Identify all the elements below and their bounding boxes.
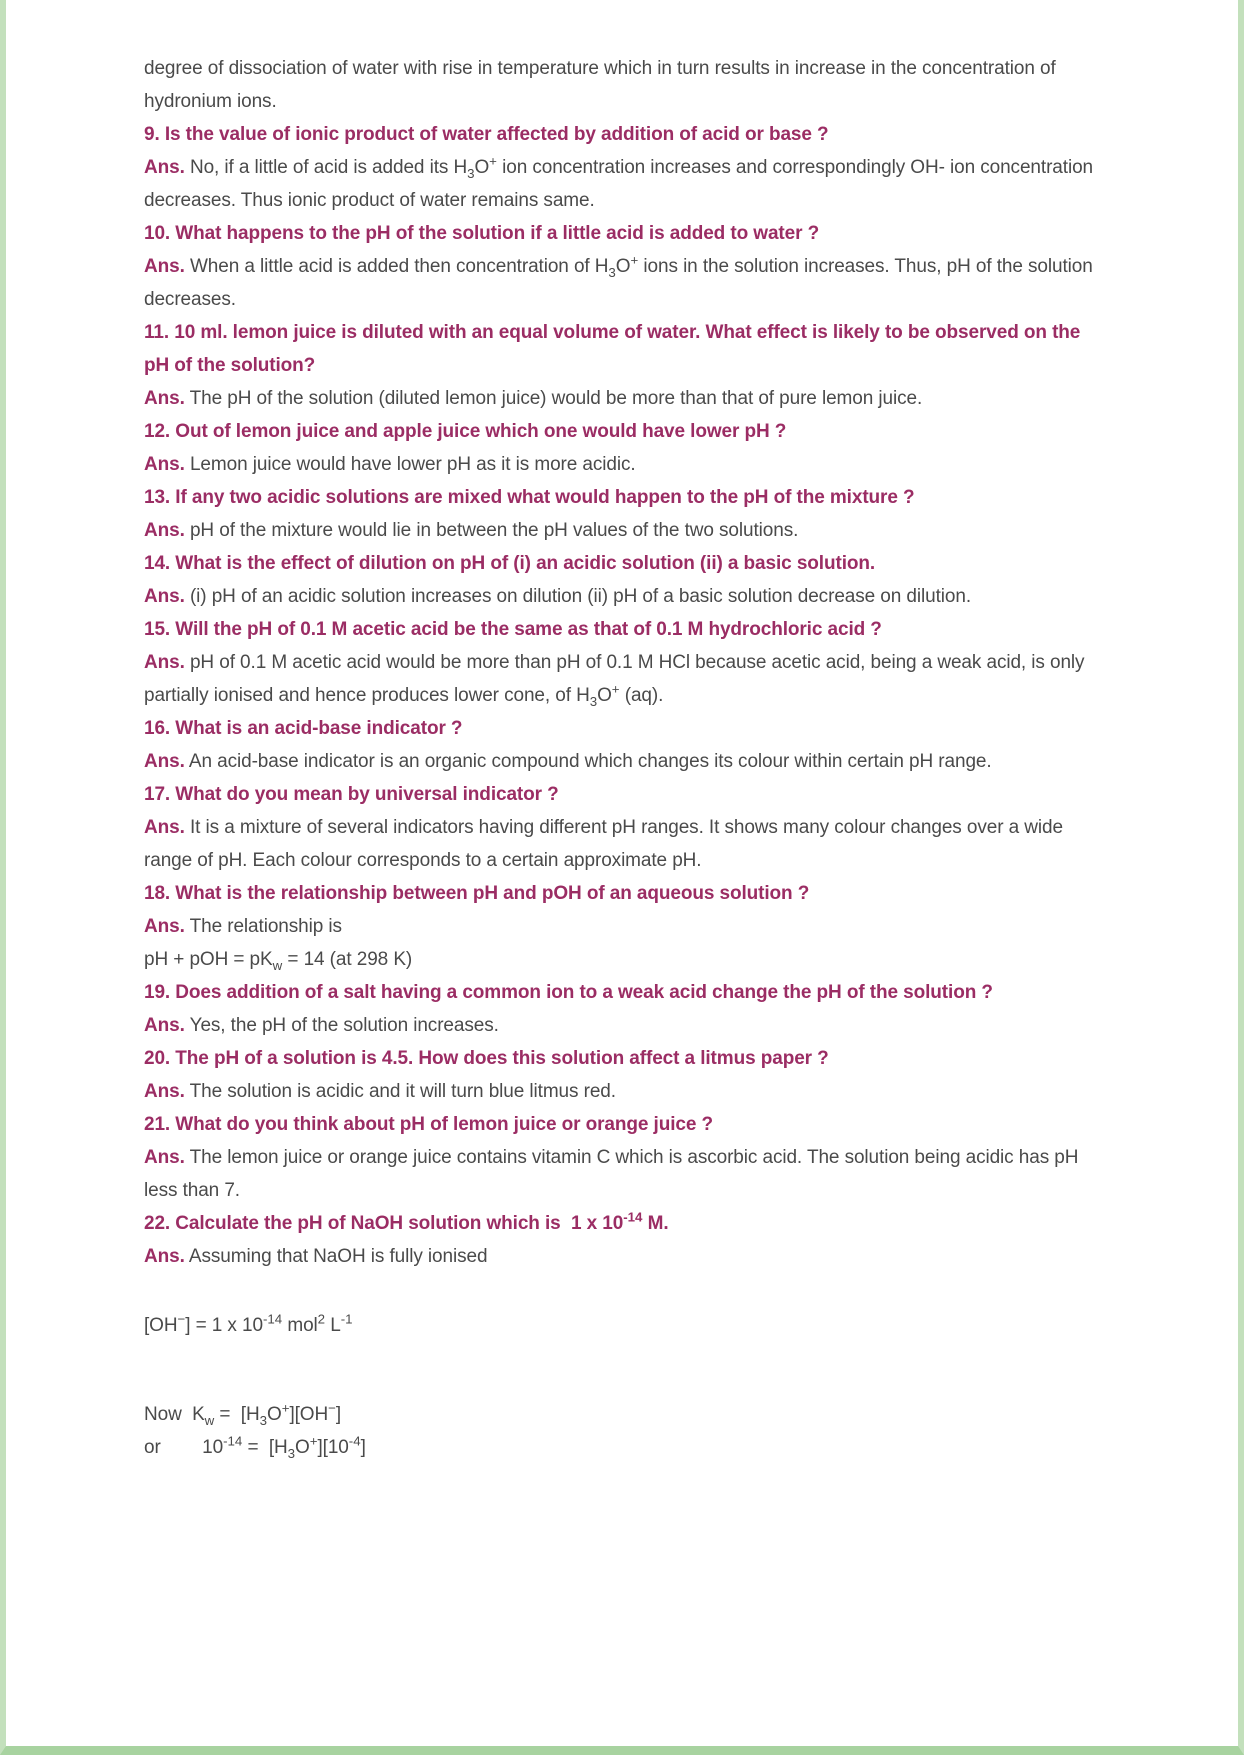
superscript: − xyxy=(328,1400,336,1416)
answer-label: Ans. xyxy=(144,586,185,607)
answer-label: Ans. xyxy=(144,1246,185,1267)
text-segment: The lemon juice or orange juice contains vitamin C which is ascorbic acid. The solution being acidic has pH less than 7. xyxy=(144,1147,1084,1201)
subscript: w xyxy=(204,1412,215,1428)
answer-block xyxy=(144,514,1098,547)
text-segment: 15. Will the pH of 0.1 M acetic acid be the same as that of 0.1 M hydrochloric acid ? xyxy=(144,619,882,640)
text-segment: 12. Out of lemon juice and apple juice which one would have lower pH ? xyxy=(144,421,787,442)
question-block xyxy=(144,118,1098,151)
text-segment: 11. 10 ml. lemon juice is diluted with an equal volume of water. What effect is likely to be observed on the pH of the solution? xyxy=(144,322,1086,376)
text-segment: 14. What is the effect of dilution on pH of (i) an acidic solution (ii) a basic solution. xyxy=(144,553,876,574)
superscript: + xyxy=(309,1433,318,1449)
subscript: 3 xyxy=(608,264,616,280)
text-segment: degree of dissociation of water with rise in temperature which in turn results in increase in the concentration of hydronium ions. xyxy=(144,58,1061,112)
text-segment: O xyxy=(615,256,631,277)
text-segment: or 10 xyxy=(144,1437,224,1458)
answer-label: Ans. xyxy=(144,1147,185,1168)
text-segment: 18. What is the relationship between pH and pOH of an aqueous solution ? xyxy=(144,883,810,904)
answer-block xyxy=(144,1075,1098,1108)
superscript: + xyxy=(630,252,639,268)
text-segment: Now K xyxy=(144,1404,205,1425)
body-block xyxy=(144,1398,1098,1431)
answer-label: Ans. xyxy=(144,751,185,772)
text-segment: When a little acid is added then concentration of H xyxy=(184,256,609,277)
question-block xyxy=(144,778,1098,811)
question-block xyxy=(144,1108,1098,1141)
text-segment: (aq). xyxy=(619,685,664,706)
text-segment: mol xyxy=(282,1315,318,1336)
text-segment: ] xyxy=(360,1437,366,1458)
superscript: + xyxy=(489,153,497,169)
text-segment: = 14 (at 298 K) xyxy=(282,949,413,970)
question-block xyxy=(144,712,1098,745)
text-segment: O xyxy=(295,1437,310,1458)
text-segment: Assuming that NaOH is fully ionised xyxy=(184,1246,488,1267)
subscript: 3 xyxy=(589,693,598,709)
text-segment: The relationship is xyxy=(184,916,342,937)
question-block xyxy=(144,316,1098,382)
text-segment: 17. What do you mean by universal indicator ? xyxy=(144,784,559,805)
text-segment: ions in the solution increases. Thus, pH of the solution decreases. xyxy=(144,256,1098,310)
text-segment: 16. What is an acid-base indicator ? xyxy=(144,718,463,739)
question-block xyxy=(144,415,1098,448)
text-segment: O xyxy=(474,157,490,178)
superscript: -14 xyxy=(623,1209,643,1225)
subscript: 3 xyxy=(287,1445,296,1461)
answer-block xyxy=(144,580,1098,613)
answer-block xyxy=(144,250,1098,316)
question-block xyxy=(144,1207,1098,1240)
text-segment: 20. The pH of a solution is 4.5. How does this solution affect a litmus paper ? xyxy=(144,1048,829,1069)
text-segment: ] = 1 x 10 xyxy=(185,1315,263,1336)
answer-block xyxy=(144,646,1098,712)
superscript: − xyxy=(177,1311,186,1327)
answer-block xyxy=(144,745,1098,778)
body-block xyxy=(144,943,1098,976)
answer-block xyxy=(144,1141,1098,1207)
text-segment: 19. Does addition of a salt having a common ion to a weak acid change the pH of the solution ? xyxy=(144,982,993,1003)
superscript: -1 xyxy=(340,1311,353,1327)
text-segment: 22. Calculate the pH of NaOH solution which is 1 x 10 xyxy=(144,1213,624,1234)
text-segment: An acid-base indicator is an organic compound which changes its colour within certain pH range. xyxy=(184,751,992,772)
answer-block xyxy=(144,910,1098,943)
text-segment: = [H xyxy=(214,1404,260,1425)
question-block xyxy=(144,976,1098,1009)
text-segment: [OH xyxy=(144,1315,178,1336)
question-block xyxy=(144,547,1098,580)
question-block xyxy=(144,877,1098,910)
superscript: + xyxy=(281,1400,290,1416)
text-segment: = [H xyxy=(242,1437,288,1458)
answer-block xyxy=(144,382,1098,415)
document-content xyxy=(6,0,1238,1464)
text-segment: pH + pOH = pK xyxy=(144,949,273,970)
text-segment: ] xyxy=(335,1404,342,1425)
subscript: w xyxy=(272,957,283,973)
body-block xyxy=(144,1309,1098,1342)
answer-label: Ans. xyxy=(144,157,185,178)
superscript: + xyxy=(611,681,620,697)
text-segment: 10. What happens to the pH of the solution if a little acid is added to water ? xyxy=(144,223,820,244)
answer-label: Ans. xyxy=(144,256,185,277)
answer-label: Ans. xyxy=(144,817,185,838)
answer-label: Ans. xyxy=(144,652,185,673)
superscript: -14 xyxy=(262,1311,283,1327)
answer-block xyxy=(144,1240,1098,1273)
answer-block xyxy=(144,151,1098,217)
superscript: -4 xyxy=(348,1433,361,1449)
answer-label: Ans. xyxy=(144,1015,185,1036)
text-segment: pH of the mixture would lie in between the pH values of the two solutions. xyxy=(184,520,799,541)
text-segment: pH of 0.1 M acetic acid would be more than pH of 0.1 M HCl because acetic acid, being a weak acid, is only partially ionised and hence produces lower cone, of H xyxy=(144,652,1090,706)
text-segment: Lemon juice would have lower pH as it is more acidic. xyxy=(184,454,636,475)
question-block xyxy=(144,217,1098,250)
text-segment: L xyxy=(325,1315,341,1336)
superscript: 2 xyxy=(317,1311,326,1327)
answer-block xyxy=(144,448,1098,481)
text-segment: (i) pH of an acidic solution increases on dilution (ii) pH of a basic solution decrease on dilution. xyxy=(184,586,971,607)
answer-label: Ans. xyxy=(144,1081,185,1102)
subscript: 3 xyxy=(259,1412,267,1428)
answer-label: Ans. xyxy=(144,916,185,937)
text-segment: M. xyxy=(642,1213,669,1234)
text-segment: O xyxy=(267,1404,282,1425)
question-block xyxy=(144,1042,1098,1075)
answer-label: Ans. xyxy=(144,388,185,409)
question-block xyxy=(144,481,1098,514)
body-block xyxy=(144,52,1098,118)
text-segment: No, if a little of acid is added its H xyxy=(184,157,468,178)
text-segment: 21. What do you think about pH of lemon juice or orange juice ? xyxy=(144,1114,714,1135)
subscript: 3 xyxy=(467,165,475,181)
body-block xyxy=(144,1431,1098,1464)
text-segment: ion concentration increases and correspondingly OH- ion concentration decreases. Thus ionic product of water remains same. xyxy=(144,157,1099,211)
text-segment: It is a mixture of several indicators having different pH ranges. It shows many colour changes over a wide range of pH. Each colour corresponds to a certain approximate pH. xyxy=(144,817,1069,871)
text-segment: Yes, the pH of the solution increases. xyxy=(184,1015,499,1036)
text-segment: The solution is acidic and it will turn blue litmus red. xyxy=(184,1081,616,1102)
text-segment: O xyxy=(597,685,612,706)
question-block xyxy=(144,613,1098,646)
text-segment: ][OH xyxy=(289,1404,329,1425)
text-segment: 13. If any two acidic solutions are mixed what would happen to the pH of the mixture ? xyxy=(144,487,915,508)
answer-block xyxy=(144,1009,1098,1042)
answer-label: Ans. xyxy=(144,454,185,475)
text-segment: ][10 xyxy=(317,1437,349,1458)
text-segment: 9. Is the value of ionic product of water affected by addition of acid or base ? xyxy=(144,124,829,145)
text-segment: The pH of the solution (diluted lemon juice) would be more than that of pure lemon juice. xyxy=(184,388,923,409)
answer-block xyxy=(144,811,1098,877)
superscript: -14 xyxy=(223,1433,243,1449)
answer-label: Ans. xyxy=(144,520,185,541)
